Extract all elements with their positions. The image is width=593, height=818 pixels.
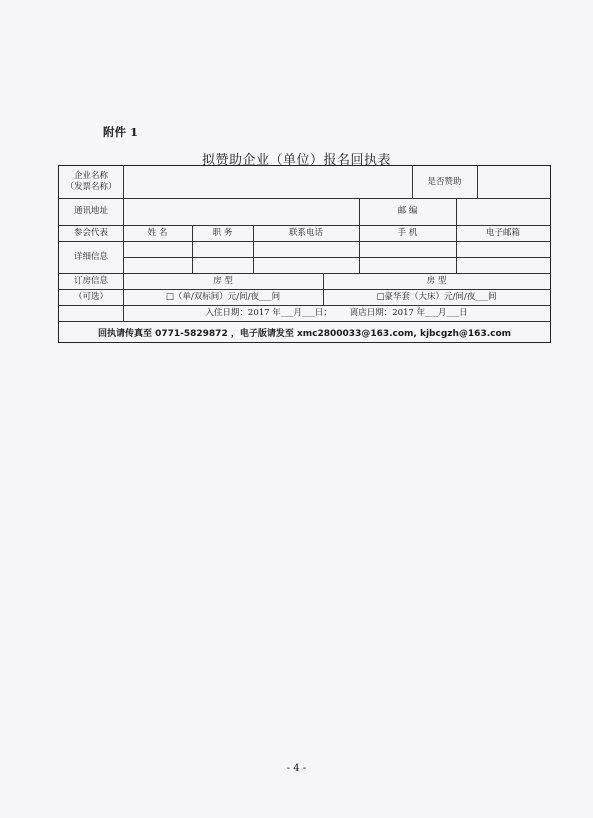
company-name-label	[59, 166, 123, 198]
form-title: 拟赞助企业（单位）报名回执表	[201, 153, 391, 168]
room-type-header-suite: 房 型	[426, 275, 447, 286]
company-name-field[interactable]	[124, 166, 412, 198]
address-field[interactable]	[124, 198, 359, 225]
stay-dates	[123, 305, 550, 321]
checkout-date[interactable]: 离店日期：2017 年___月___日	[349, 307, 468, 318]
delegate-label: 参会代表	[73, 227, 108, 238]
postcode-label: 邮 编	[397, 206, 418, 216]
column-header-name: 姓 名	[147, 227, 168, 238]
attachment-label: 附件 1	[103, 125, 139, 139]
room-type-header-standard: 房 型	[213, 275, 233, 286]
address-label: 通讯地址	[73, 206, 108, 216]
company-name-label-line1: 企业名称	[73, 171, 108, 181]
sponsor-question-label: 是否赞助	[427, 176, 462, 187]
company-name-label-line2: （发票名称）	[65, 182, 117, 192]
sponsor-answer-field[interactable]	[478, 166, 550, 198]
submission-instructions: 回执请传真至 0771-5829872 ，电子版请发至 xmc2800033@163.com, kjbcgzh@163.com	[97, 329, 512, 339]
row-divider	[59, 241, 550, 242]
registration-form-table	[58, 165, 551, 343]
booking-label: 订房信息	[73, 275, 108, 286]
optional-label: （可选）	[73, 291, 108, 302]
page-number: - 4 -	[286, 763, 307, 774]
room-option-suite[interactable]: □豪华套（大床）元/间/夜___间	[376, 291, 497, 302]
checkin-date[interactable]: 入住日期：2017 年___月___日；	[205, 307, 332, 318]
room-option-standard[interactable]: □（单/双标间）元/间/夜___间	[165, 291, 281, 302]
column-header-phone: 联系电话	[288, 227, 323, 238]
column-header-email: 电子邮箱	[485, 227, 520, 238]
postcode-field[interactable]	[457, 198, 550, 225]
column-header-mobile: 手 机	[397, 227, 418, 238]
row-divider	[59, 321, 550, 322]
row-divider	[123, 257, 550, 258]
column-header-position: 职 务	[212, 227, 233, 238]
details-label: 详细信息	[73, 251, 108, 262]
